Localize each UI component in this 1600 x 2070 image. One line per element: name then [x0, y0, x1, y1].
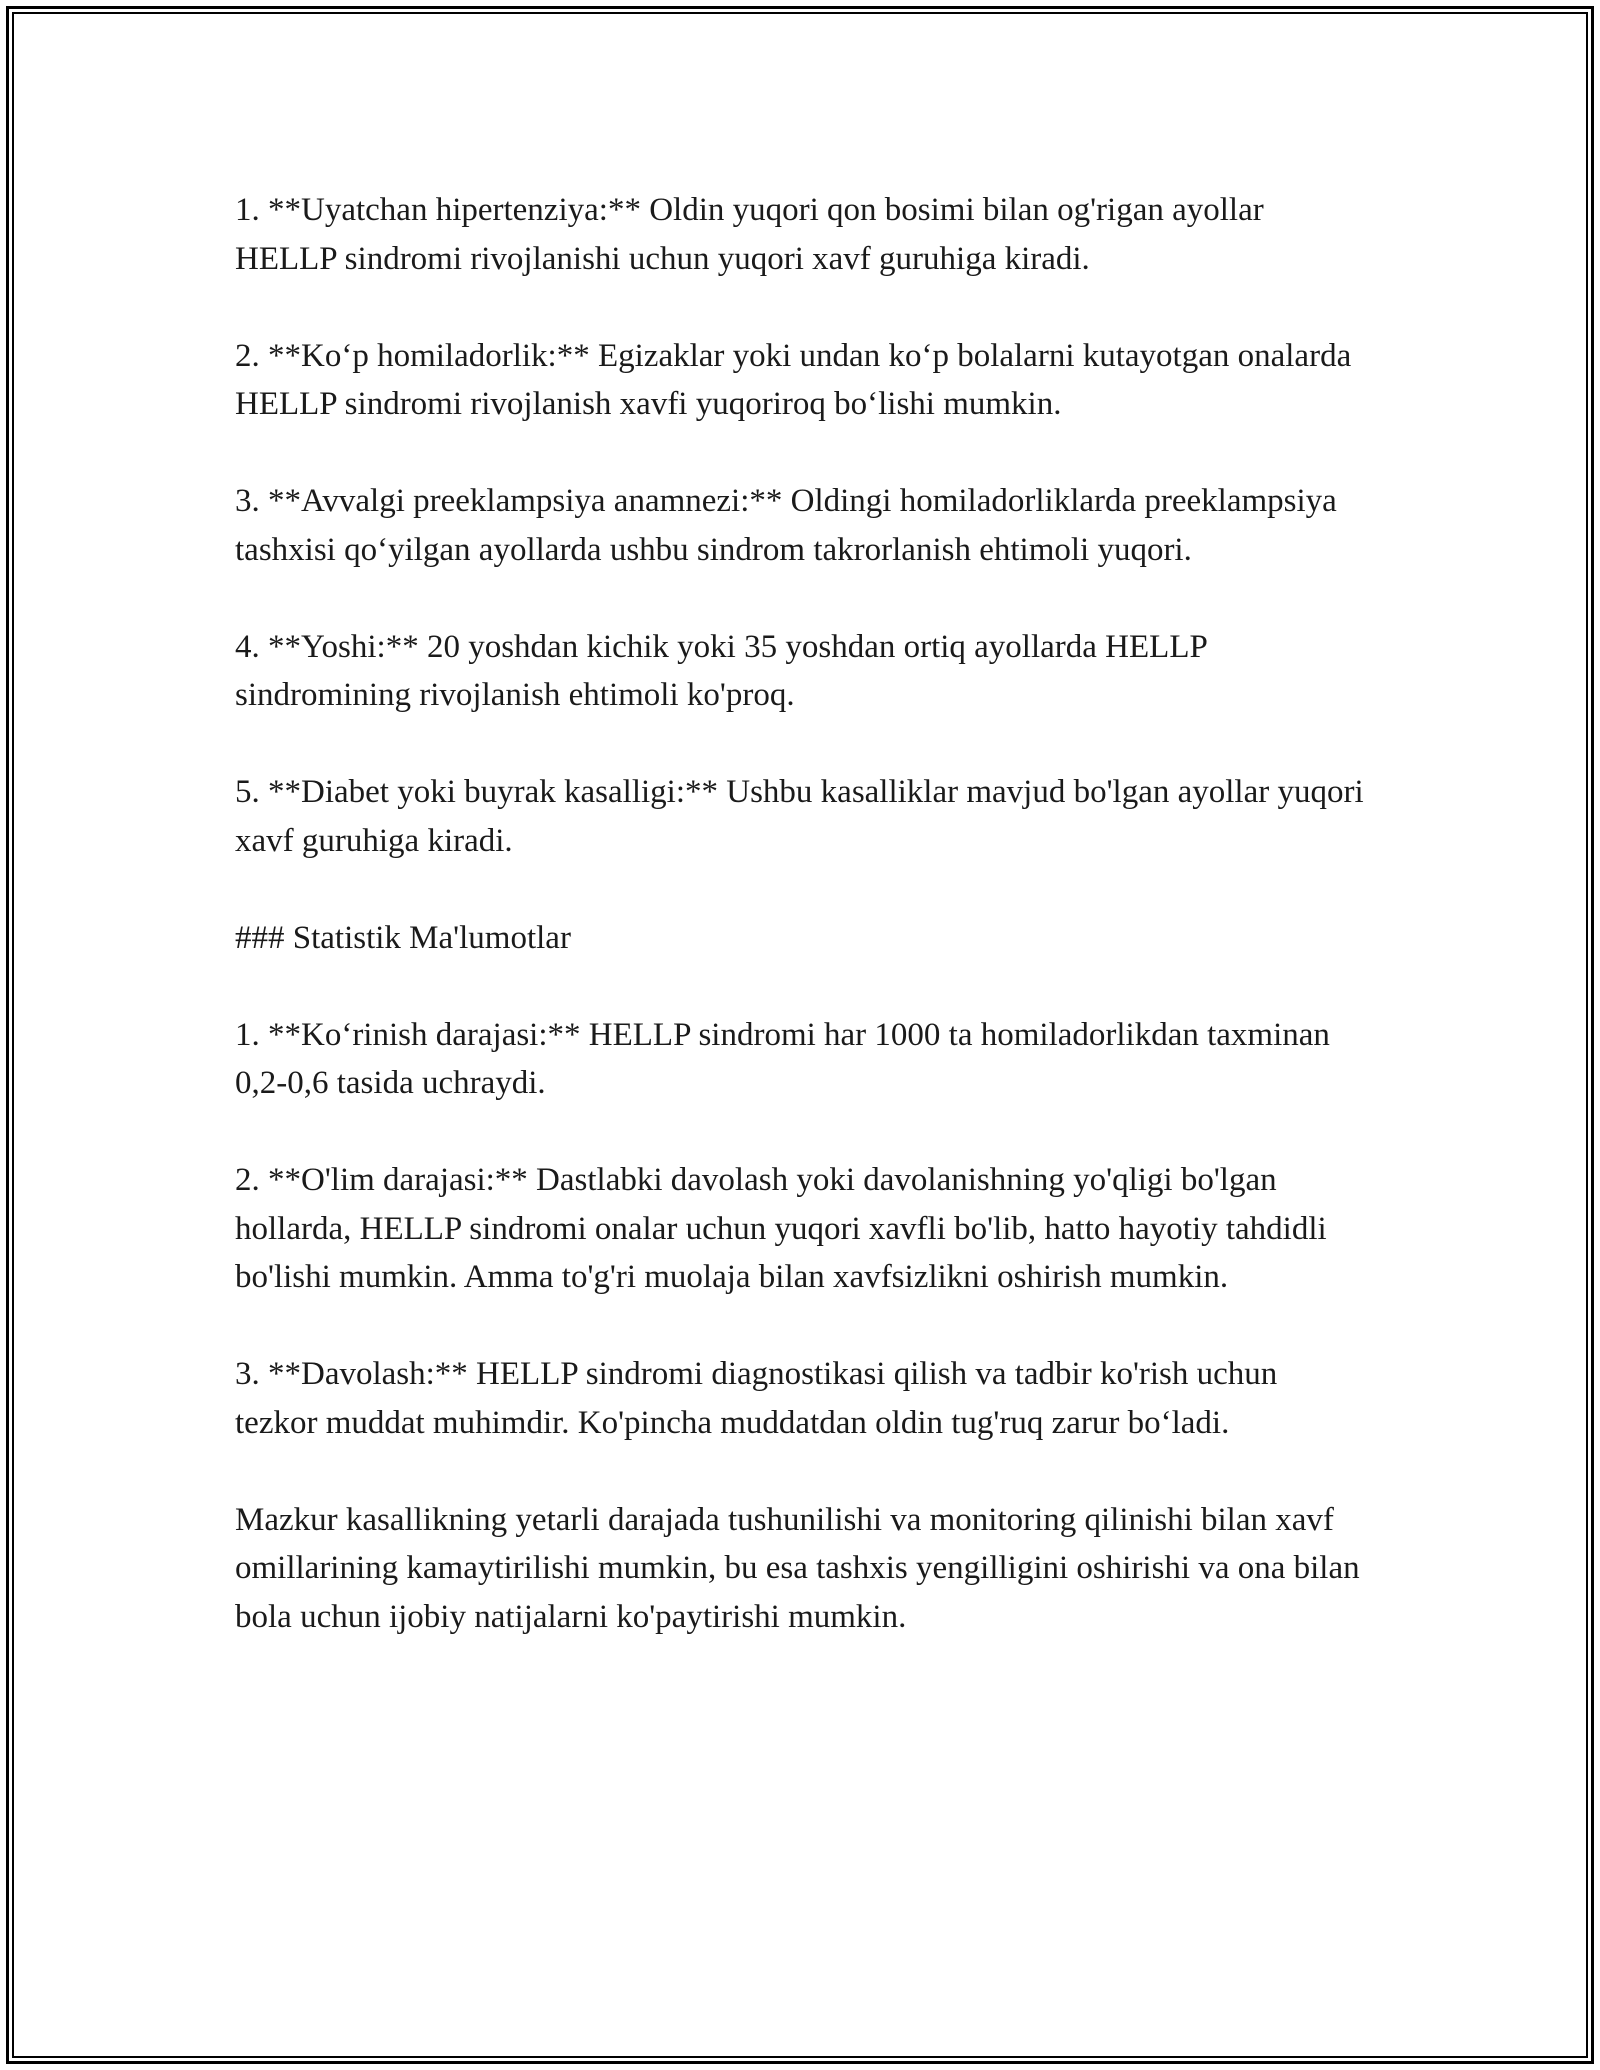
statistic-treatment: 3. **Davolash:** HELLP sindromi diagnostikasi qilish va tadbir ko'rish uchun tezkor muddat muhimdir. Ko'pincha muddatdan oldin tug'ruq zarur bo‘ladi. [235, 1356, 1278, 1441]
statistic-mortality: 2. **O'lim darajasi:** Dastlabki davolash yoki davolanishning yo'qligi bo'lgan hollarda, HELLP sindromi onalar uchun yuqori xavfli bo'lib, hatto hayotiy tahdidli bo'lishi mumkin. Amma to'g'ri muolaja bilan xavfsizlikni oshirish mumkin. [235, 1162, 1327, 1295]
risk-factor-preeclampsia-history: 3. **Avvalgi preeklampsiya anamnezi:** Oldingi homiladorliklarda preeklampsiya tashxisi qo‘yilgan ayollarda ushbu sindrom takrorlanish ehtimoli yuqori. [235, 483, 1337, 568]
risk-factor-multiple-pregnancy: 2. **Ko‘p homiladorlik:** Egizaklar yoki undan ko‘p bolalarni kutayotgan onalarda HELLP sindromi rivojlanish xavfi yuqoriroq bo‘lishi mumkin. [235, 337, 1352, 422]
risk-factor-hypertension: 1. **Uyatchan hipertenziya:** Oldin yuqori qon bosimi bilan og'rigan ayollar HELLP sindromi rivojlanishi uchun yuqori xavf guruhiga kiradi. [235, 192, 1264, 277]
risk-factor-diabetes-kidney: 5. **Diabet yoki buyrak kasalligi:** Ushbu kasalliklar mavjud bo'lgan ayollar yuqori xavf guruhiga kiradi. [235, 774, 1364, 859]
risk-factor-age: 4. **Yoshi:** 20 yoshdan kichik yoki 35 yoshdan ortiq ayollarda HELLP sindromining rivojlanish ehtimoli ko'proq. [235, 628, 1207, 713]
closing-paragraph: Mazkur kasallikning yetarli darajada tushunilishi va monitoring qilinishi bilan xavf omillarining kamaytirilishi mumkin, bu esa tashxis yengilligini oshirishi va ona bilan bola uchun ijobiy natijalarni ko'paytirishi mumkin. [235, 1501, 1360, 1635]
document-body [235, 186, 1365, 1641]
statistic-prevalence: 1. **Ko‘rinish darajasi:** HELLP sindromi har 1000 ta homiladorlikdan taxminan 0,2-0,6 tasida uchraydi. [235, 1016, 1330, 1101]
section-heading-statistics: ### Statistik Ma'lumotlar [235, 919, 571, 956]
